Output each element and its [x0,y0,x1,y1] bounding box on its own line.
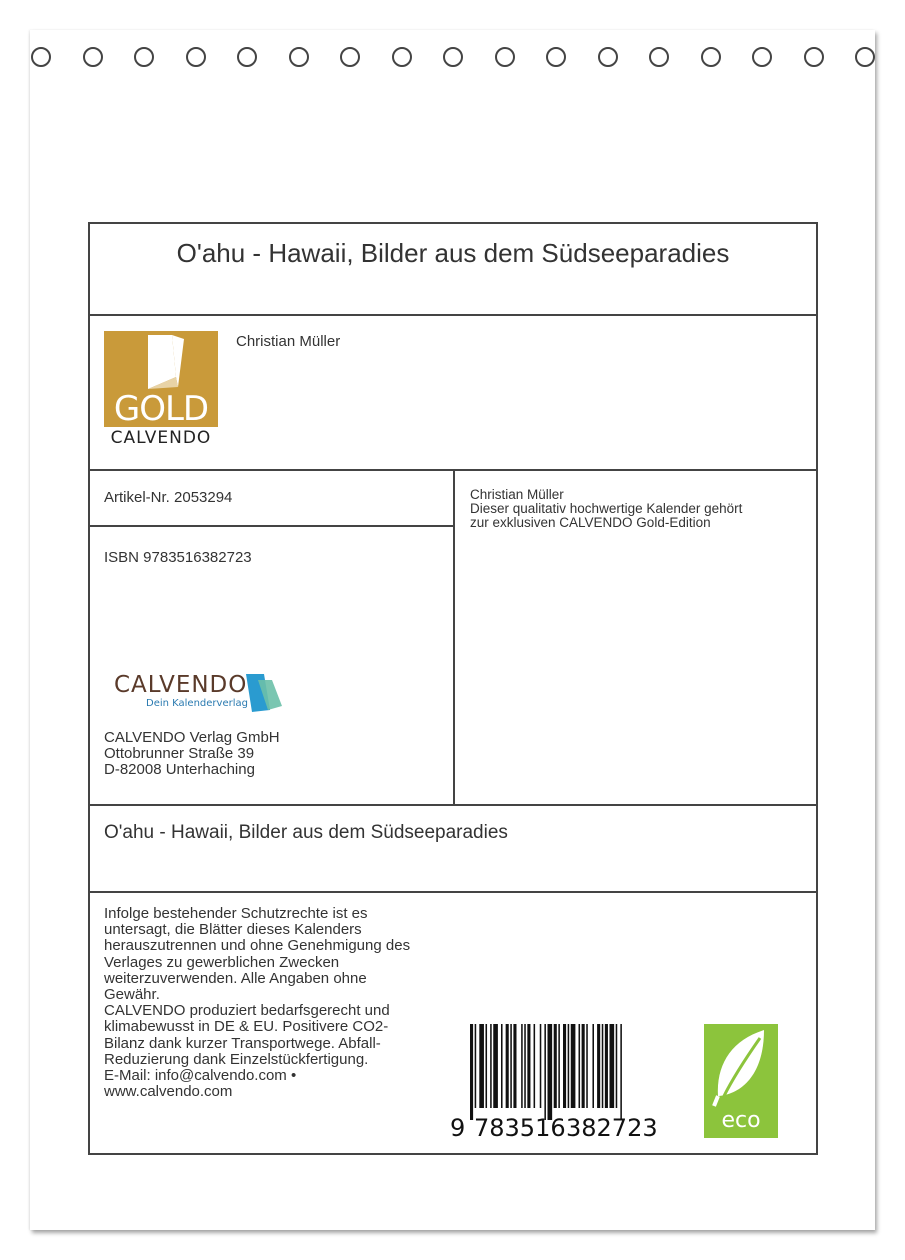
binding-hole [186,47,206,67]
barcode-bar [510,1024,512,1108]
divider [88,314,818,316]
barcode-bar [475,1024,477,1108]
page-curl-icon [104,331,218,391]
barcode-bar [524,1024,526,1108]
binding-hole [649,47,669,67]
barcode-bar [558,1024,560,1108]
binding-hole [855,47,875,67]
gold-logo-brand: CALVENDO [110,428,212,448]
barcode-bar [527,1024,530,1108]
binding-hole [443,47,463,67]
barcode-bar [563,1024,566,1108]
barcode-bar [534,1024,536,1108]
barcode-bar [506,1024,509,1108]
legal-line: CALVENDO produziert bedarfsgerecht und [104,1002,390,1020]
barcode-bar [586,1024,588,1108]
barcode-bar [493,1024,498,1108]
binding-hole [83,47,103,67]
footer-title: O'ahu - Hawaii, Bilder aus dem Südseeparadies [104,822,508,843]
eco-word: eco [721,1108,761,1133]
binding-hole [289,47,309,67]
barcode-bar [592,1024,594,1108]
gold-logo-word: GOLD [113,389,209,429]
spiral-binding-holes [0,0,905,80]
divider [88,525,454,527]
publisher-street: Ottobrunner Straße 39 [104,745,255,762]
barcode-bar [579,1024,581,1108]
isbn: ISBN 9783516382723 [104,549,252,566]
divider [88,891,818,893]
legal-line: Reduzierung dank Einzelstückfertigung. [104,1050,369,1068]
calvendo-logo-tagline: Dein Kalenderverlag [146,698,248,709]
binding-hole [134,47,154,67]
legal-line: Infolge bestehender Schutzrechte ist es [104,905,368,922]
barcode-bar [490,1024,492,1108]
barcode-bar [470,1024,473,1120]
barcode-bar [554,1024,557,1108]
binding-hole [237,47,257,67]
barcode-bar [620,1024,622,1120]
binding-hole [804,47,824,67]
legal-line: weiterzuverwenden. Alle Angaben ohne [104,969,367,987]
barcode-bar [521,1024,523,1108]
leaf-icon [704,1024,778,1110]
legal-notice [104,906,444,1100]
divider [453,469,455,806]
eco-badge [704,1024,778,1138]
barcode-bar [605,1024,608,1108]
gold-edition-logo [104,331,218,427]
legal-line: herauszutrennen und ohne Genehmigung des [104,937,411,955]
barcode-bar [582,1024,585,1108]
legal-line: Verlages zu gewerblichen Zwecken [104,953,340,971]
binding-hole [31,47,51,67]
binding-hole [752,47,772,67]
publisher-name: CALVENDO Verlag GmbH [104,729,280,746]
binding-hole [701,47,721,67]
divider [88,804,818,806]
calendar-title: O'ahu - Hawaii, Bilder aus dem Südseeparadies [176,238,730,268]
barcode-bars [468,1024,656,1120]
barcode-digits-right: 382723 [566,1114,658,1142]
article-number: Artikel-Nr. 2053294 [104,489,233,506]
legal-line: E-Mail: info@calvendo.com • [104,1067,297,1085]
legal-line: Gewähr. [104,986,160,1004]
barcode-bar [610,1024,615,1108]
author-name: Christian Müller [236,333,341,350]
legal-line: klimabewusst in DE & EU. Positivere CO2- [104,1018,389,1036]
calvendo-logo-word: CALVENDO [114,672,248,698]
barcode-bar [544,1024,546,1120]
barcode-bar [597,1024,600,1108]
barcode-bar [602,1024,604,1108]
barcode-bar [479,1024,484,1108]
legal-line: www.calvendo.com [104,1083,233,1101]
barcode-bar [616,1024,618,1108]
barcode-bar [513,1024,516,1108]
description-author: Christian Müller [470,487,564,502]
calvendo-mark-icon [244,672,284,714]
barcode-bar [486,1024,488,1108]
barcode-digits-left: 783516 [474,1114,566,1142]
legal-line: Bilanz dank kurzer Transportwege. Abfall- [104,1034,381,1052]
barcode-bar [501,1024,503,1108]
publisher-city: D-82008 Unterhaching [104,761,255,778]
isbn-barcode [450,1024,658,1142]
binding-hole [392,47,412,67]
binding-hole [546,47,566,67]
description-line: zur exklusiven CALVENDO Gold-Edition [470,515,711,530]
barcode-bar [571,1024,576,1108]
binding-hole [340,47,360,67]
description-line: Dieser qualitativ hochwertige Kalender gehört [470,501,743,516]
barcode-bar [568,1024,570,1108]
barcode-bar [548,1024,553,1120]
legal-line: untersagt, die Blätter dieses Kalenders [104,921,362,939]
binding-hole [598,47,618,67]
barcode-digit-first: 9 [450,1114,466,1142]
binding-hole [495,47,515,67]
barcode-bar [540,1024,542,1108]
